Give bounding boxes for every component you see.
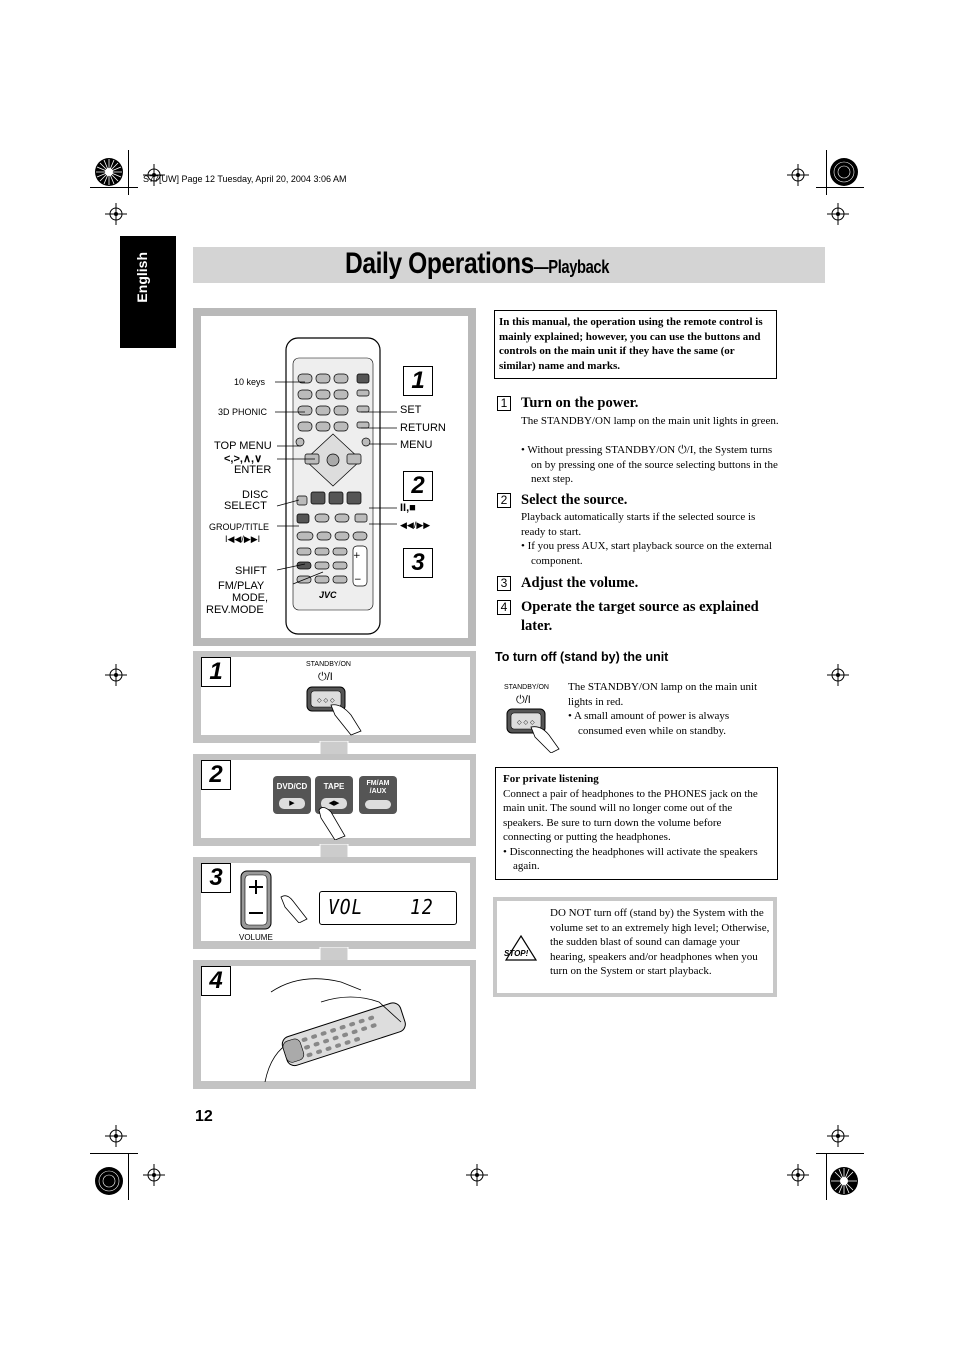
remote-callout-3: 3 xyxy=(403,548,433,578)
language-tab-label: English xyxy=(134,252,150,303)
step-2-number: 2 xyxy=(201,760,231,790)
step-2-illustration xyxy=(193,754,476,846)
label-skip: I◀◀/▶▶I xyxy=(225,534,261,544)
standby-button-icon xyxy=(505,707,565,753)
step-1-heading: Turn on the power. xyxy=(521,395,639,411)
standby-text: The STANDBY/ON lamp on the main unit lights in red. xyxy=(568,681,758,708)
standby-small-label: STANDBY/ON xyxy=(504,684,549,691)
crosshair-icon xyxy=(105,664,127,686)
remote-callout-1: 1 xyxy=(403,366,433,396)
svg-text:◇ ◇ ◇: ◇ ◇ ◇ xyxy=(517,719,535,726)
step-2-heading: Select the source. xyxy=(521,492,628,508)
crop-mark xyxy=(816,187,864,188)
step-4-heading: Operate the target source as explained later. xyxy=(521,599,759,634)
crop-mark xyxy=(90,187,138,188)
step-1-illustration xyxy=(193,651,476,743)
crosshair-icon xyxy=(827,664,849,686)
standby-bullet: • A small amount of power is always consumed even while on standby. xyxy=(568,710,730,737)
crosshair-icon xyxy=(787,1164,809,1186)
intro-note: In this manual, the operation using the remote control is mainly explained; however, you can use the buttons and controls on the main unit if they have the same (or similar) name and marks. xyxy=(494,310,777,379)
label-enter: ENTER xyxy=(234,464,272,476)
step-1-marker: 1 xyxy=(497,396,511,411)
label-shift: SHIFT xyxy=(235,565,267,577)
standby-label: STANDBY/ON xyxy=(306,661,351,668)
label-return: RETURN xyxy=(400,422,446,434)
crop-mark xyxy=(826,150,827,195)
crop-mark xyxy=(90,1153,138,1154)
label-pause-stop: II,■ xyxy=(400,502,416,514)
svg-text:+: + xyxy=(353,551,361,561)
remote-callout-2: 2 xyxy=(403,471,433,501)
aux-label: /AUX xyxy=(369,788,387,795)
title-bar xyxy=(193,247,825,283)
step-2-marker: 2 xyxy=(497,493,511,508)
play-icon: ▶ xyxy=(279,798,305,809)
remote-brand: JVC xyxy=(319,590,337,600)
label-top-menu: TOP MENU xyxy=(214,440,272,452)
crop-mark xyxy=(816,1153,864,1154)
label-disc: DISC xyxy=(242,489,269,501)
label-arrows: <,>,∧,∨ xyxy=(224,453,263,465)
private-listening-heading: For private listening xyxy=(503,773,599,785)
crosshair-icon xyxy=(827,1125,849,1147)
step-3-instructions xyxy=(497,574,782,596)
tape-play-icon: ◀▶ xyxy=(321,798,347,809)
page-title xyxy=(345,247,609,281)
standby-symbol: ⏻/I xyxy=(318,671,333,683)
step-1-body: The STANDBY/ON lamp on the main unit lights in green. xyxy=(521,415,779,427)
fm-am-pad xyxy=(365,800,391,809)
stop-icon-text: STOP! xyxy=(504,949,529,958)
step-4-instructions xyxy=(497,598,782,638)
registration-disc-icon xyxy=(829,157,859,187)
step-4-illustration xyxy=(193,960,476,1089)
crop-mark xyxy=(128,1153,129,1200)
warning-text: DO NOT turn off (stand by) the System with the volume set to an extremely high level; Otherwise, the sudden blast of sound can damage your hearing, speakers and/or headphones when you turn on the System or start playback. xyxy=(550,907,770,977)
step-3-illustration xyxy=(193,857,476,949)
step-3-marker: 3 xyxy=(497,576,511,591)
print-header: S77[UW] Page 12 Tuesday, April 20, 2004 3:06 AM xyxy=(143,174,347,184)
language-tab xyxy=(120,236,176,348)
crosshair-icon xyxy=(827,203,849,225)
volume-knob-icon xyxy=(239,867,273,931)
crop-mark xyxy=(826,1153,827,1200)
crop-mark xyxy=(128,150,129,195)
display-readout: VOL 12 xyxy=(328,895,434,919)
crosshair-icon xyxy=(105,203,127,225)
private-listening-bullet: • Disconnecting the headphones will activate the speakers again. xyxy=(503,845,758,872)
step-4-marker: 4 xyxy=(497,600,511,615)
label-menu: MENU xyxy=(400,439,433,451)
title-main: Daily Operations xyxy=(345,247,534,280)
volume-display xyxy=(319,891,457,925)
dvd-cd-label: DVD/CD xyxy=(276,782,308,791)
crosshair-icon xyxy=(787,164,809,186)
label-set: SET xyxy=(400,404,422,416)
label-search: ◀◀/▶▶ xyxy=(400,520,431,530)
finger-icon xyxy=(317,804,347,840)
label-10-keys: 10 keys xyxy=(234,377,266,387)
step-2-body: Playback automatically starts if the selected source is ready to start. xyxy=(521,511,756,538)
label-select: SELECT xyxy=(224,500,267,512)
standby-small-symbol: ⏻/I xyxy=(516,694,531,706)
registration-disc-icon xyxy=(94,1166,124,1196)
label-group-title: GROUP/TITLE xyxy=(209,522,270,532)
title-sub: —Playback xyxy=(533,257,610,277)
registration-disc-icon xyxy=(94,157,124,187)
tape-label: TAPE xyxy=(323,782,345,791)
step-2-instructions xyxy=(497,491,782,571)
private-listening-box xyxy=(495,767,778,880)
label-3d-phonic: 3D PHONIC xyxy=(218,407,268,417)
finger-icon xyxy=(279,893,309,923)
registration-disc-icon xyxy=(829,1166,859,1196)
step-3-number: 3 xyxy=(201,863,231,893)
standby-button-press-icon xyxy=(305,685,365,737)
remote-diagram-panel xyxy=(193,308,476,646)
fm-am-aux-button xyxy=(359,776,397,814)
step-3-heading: Adjust the volume. xyxy=(521,575,639,591)
standby-heading: To turn off (stand by) the unit xyxy=(495,650,669,664)
remote-diagram xyxy=(201,316,468,638)
svg-text:−: − xyxy=(354,575,362,585)
step-4-number: 4 xyxy=(201,966,231,996)
svg-text:◇ ◇ ◇: ◇ ◇ ◇ xyxy=(317,697,335,704)
dvd-cd-button xyxy=(273,776,311,814)
crosshair-icon xyxy=(466,1164,488,1186)
crosshair-icon xyxy=(143,1164,165,1186)
step-1-number: 1 xyxy=(201,657,231,687)
label-mode: MODE, xyxy=(232,592,269,604)
crosshair-icon xyxy=(105,1125,127,1147)
label-fm-play: FM/PLAY xyxy=(218,580,265,592)
private-listening-text: Connect a pair of headphones to the PHONES jack on the main unit. The sound will no longer come out of the speakers. Be sure to turn down the volume before connecting or putting the headphones. xyxy=(503,787,758,843)
step-1-instructions xyxy=(497,394,782,490)
page-number: 12 xyxy=(195,1108,213,1125)
label-rev-mode: REV.MODE xyxy=(206,604,264,616)
step-2-bullet: • If you press AUX, start playback source on the external component. xyxy=(521,540,772,567)
step-1-bullet: • Without pressing STANDBY/ON ⏻/I, the System turns on by pressing one of the source selecting buttons in the next step. xyxy=(521,444,778,485)
warning-box xyxy=(493,897,777,997)
volume-label: VOLUME xyxy=(239,933,273,942)
fm-am-label: FM/AM xyxy=(366,780,390,787)
hand-holding-remote-icon xyxy=(261,972,411,1082)
